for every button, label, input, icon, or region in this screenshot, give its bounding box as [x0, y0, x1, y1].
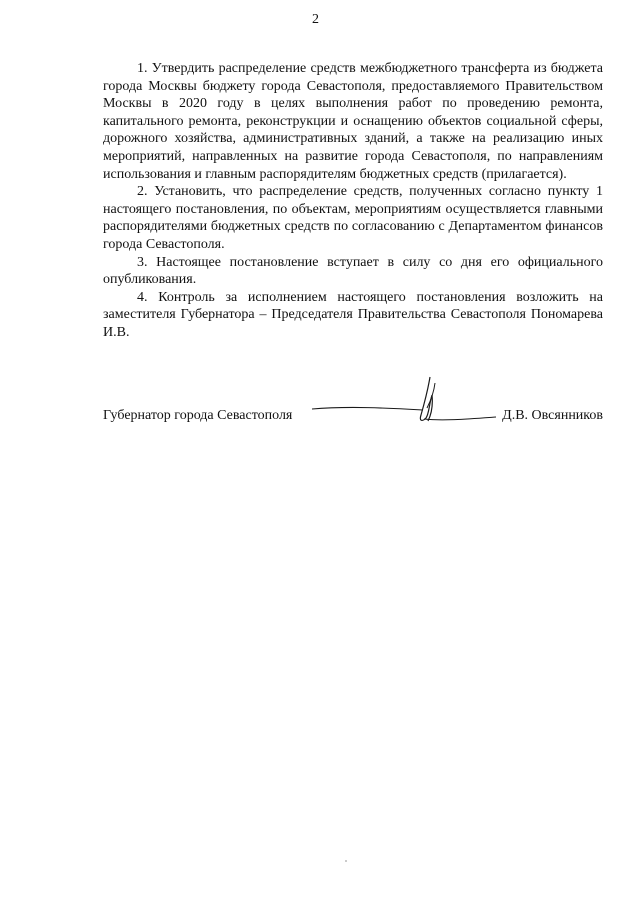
paragraph-2: 2. Установить, что распределение средств, полученных согласно пункту 1 настоящего постановления, по объектам, мероприятиям осуществляется главными распорядителями бюджетных средств по согласованию с Департаментом финансов города Севастополя. [103, 184, 603, 252]
paragraph-1: 1. Утвердить распределение средств межбюджетного трансферта из бюджета города Москвы бюджету города Севастополя, предоставляемого Правительством Москвы в 2020 году в целях выполнения работ по проведению ремонта, капитального ремонта, реконструкции и оснащению объектов социальной сферы, дорожного хозяйства, административных зданий, а также на реализацию иных мероприятий, направленных на развитие города Севастополя, по направлениям использования и главным распорядителям бюджетных средств (прилагается). [103, 61, 603, 182]
handwritten-signature [308, 375, 498, 431]
signatory-name: Д.В. Овсянников [502, 408, 603, 423]
paragraph-3: 3. Настоящее постановление вступает в силу со дня его официального опубликования. [103, 254, 603, 288]
document-body [103, 60, 603, 342]
page-number: 2 [312, 12, 319, 27]
signature-block [103, 375, 603, 435]
signature-underline-stroke [312, 407, 423, 410]
signatory-title: Губернатор города Севастополя [103, 408, 293, 423]
signature-tail [424, 417, 496, 420]
paragraph-4: 4. Контроль за исполнением настоящего постановления возложить на заместителя Губернатора – Председателя Правительства Севастополя Пономарева И.В. [103, 289, 603, 340]
scan-speck [345, 860, 347, 862]
